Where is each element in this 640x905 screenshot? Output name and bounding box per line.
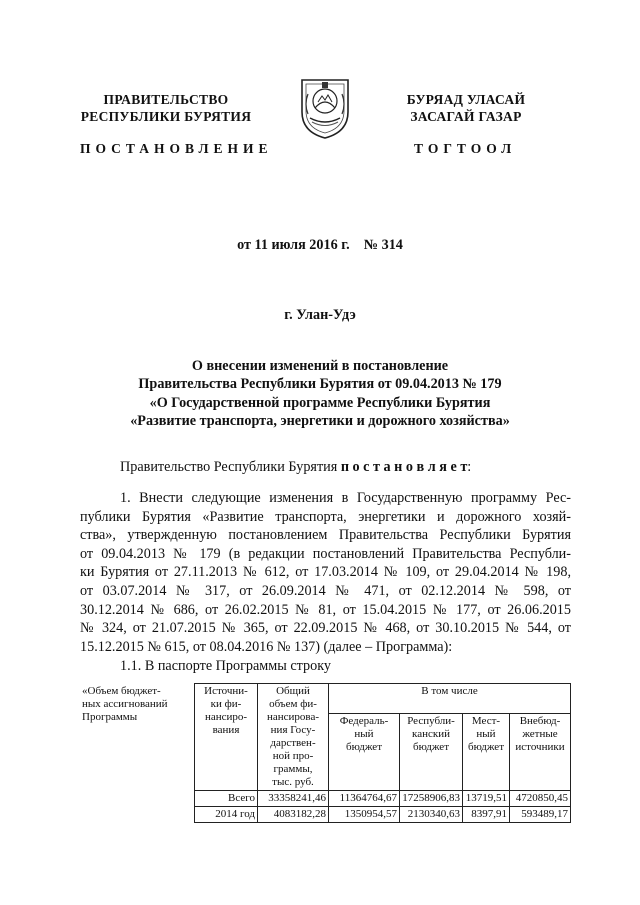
table-header-total: Общий объем фи- нансирова- ния Госу- дарствен- ной про- граммы, тыс. руб. <box>258 684 329 791</box>
date-number: от 11 июля 2016 г. № 314 <box>237 237 403 253</box>
header-left-doc-type: ПОСТАНОВЛЕНИЕ <box>80 141 273 156</box>
paragraph-line: публики Бурятия «Развитие транспорта, энергетики и дорожного хозяй- <box>80 508 571 525</box>
paragraph-line: ки Бурятия от 27.11.2013 № 612, от 17.03.2014 № 109, от 29.04.2014 № 198, <box>80 564 571 581</box>
paragraph-line: 1. Внести следующие изменения в Государственную программу Рес- <box>120 490 571 506</box>
coat-of-arms-emblem <box>298 74 352 140</box>
paragraph-line: 30.12.2014 № 686, от 26.02.2015 № 81, от 15.04.2015 № 177, от 26.06.2015 <box>80 601 571 618</box>
table-header-extra: Внебюд- жетные источники <box>510 713 571 790</box>
title-line1: О внесении изменений в постановление <box>191 358 449 374</box>
table-cell-source: Всего <box>195 791 258 807</box>
intro-emphasis: п о с т а н о в л я е т <box>340 459 468 475</box>
intro-colon: : <box>467 459 472 475</box>
header-right-line1: БУРЯАД УЛАСАЙ <box>406 92 526 107</box>
table-cell-extra: 4720850,45 <box>510 791 571 807</box>
table-row-label: «Объем бюджет- ных ассигнований Программы <box>82 684 168 723</box>
table-cell-local: 13719,51 <box>463 791 510 807</box>
city: г. Улан-Удэ <box>284 307 356 323</box>
paragraph-line: № 324, от 21.07.2015 № 365, от 22.09.2015 № 468, от 30.10.2015 № 544, от <box>80 620 571 637</box>
paragraph-1 <box>80 489 571 656</box>
table-cell-total: 4083182,28 <box>258 807 329 823</box>
table-header-republic: Республи- канский бюджет <box>400 713 463 790</box>
table-cell-extra: 593489,17 <box>510 807 571 823</box>
table-header-source: Источни- ки фи- нансиро- вания <box>195 684 258 791</box>
table-header-local: Мест- ный бюджет <box>463 713 510 790</box>
table-cell-republic: 2130340,63 <box>400 807 463 823</box>
table-cell-republic: 17258906,83 <box>400 791 463 807</box>
header-left-line1: ПРАВИТЕЛЬСТВО <box>103 92 229 107</box>
paragraph-line: от 09.04.2013 № 179 (в редакции постановлений Правительства Республи- <box>80 545 571 562</box>
title-line3: «О Государственной программе Республики Бурятия <box>149 394 491 411</box>
table-header-group: В том числе <box>329 684 571 714</box>
header-right <box>382 91 550 125</box>
header-right-line2: ЗАСАГАЙ ГАЗАР <box>410 109 522 124</box>
table-header-federal: Федераль- ный бюджет <box>329 713 400 790</box>
table-cell-local: 8397,91 <box>463 807 510 823</box>
table-cell-federal: 1350954,57 <box>329 807 400 823</box>
header-right-doc-type: ТОГТООЛ <box>414 141 517 156</box>
title-line4: «Развитие транспорта, энергетики и дорожного хозяйства» <box>130 412 510 429</box>
document-title <box>0 357 640 430</box>
header-left-line2: РЕСПУБЛИКИ БУРЯТИЯ <box>80 109 252 124</box>
paragraph-line: ства», утвержденную постановлением Правительства Республики Бурятия <box>80 527 571 544</box>
table-cell-source: 2014 год <box>195 807 258 823</box>
table-cell-total: 33358241,46 <box>258 791 329 807</box>
header-left <box>78 91 254 125</box>
intro-text: Правительство Республики Бурятия <box>120 459 341 475</box>
table-cell-federal: 11364764,67 <box>329 791 400 807</box>
paragraph-line: от 03.07.2014 № 317, от 26.09.2014 № 471, от 02.12.2014 № 598, от <box>80 582 571 599</box>
paragraph-line: 15.12.2015 № 615, от 08.04.2016 № 137) (далее – Программа): <box>80 638 453 655</box>
intro-line <box>120 458 471 477</box>
title-line2: Правительства Республики Бурятия от 09.04.2013 № 179 <box>138 376 502 393</box>
program-passport-table <box>80 683 571 823</box>
paragraph-2: 1.1. В паспорте Программы строку <box>120 658 331 674</box>
